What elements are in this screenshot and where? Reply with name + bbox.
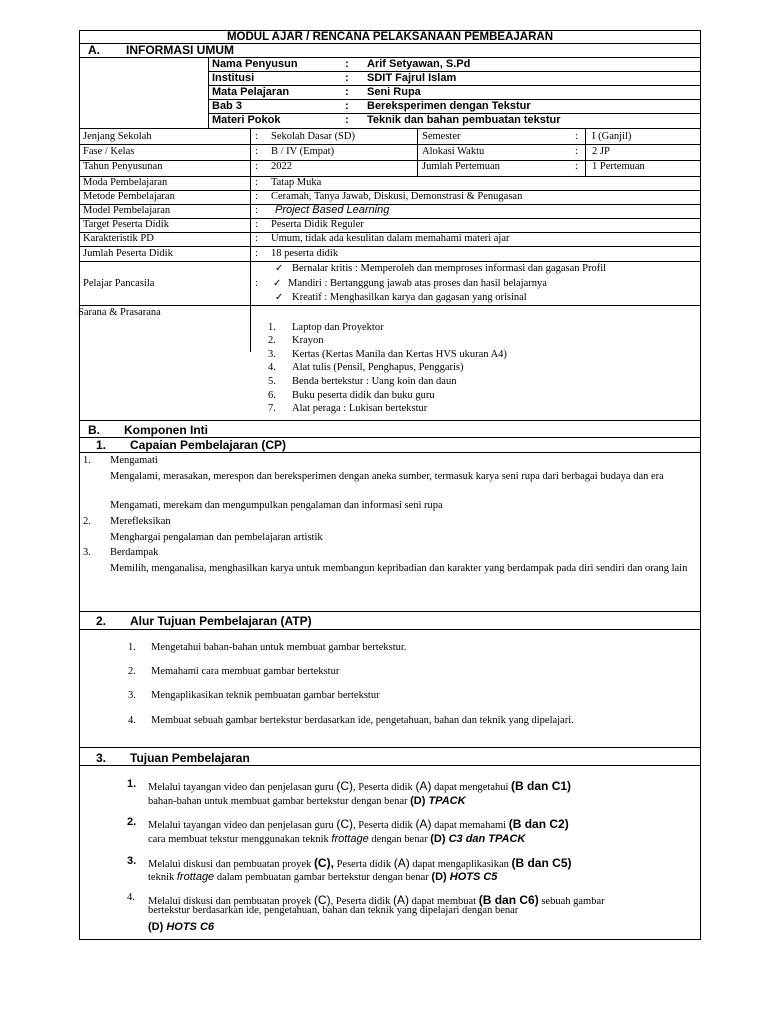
cp-item-heading: Berdampak <box>110 547 159 558</box>
sarana-item: Krayon <box>292 335 324 346</box>
cp-item-text: Mengalami, merasakan, merespon dan bereksperimen dengan aneka sumber, termasuk karya seni rupa dari berbagai budaya dan era <box>110 471 664 482</box>
tp-item-number: 3. <box>127 855 137 867</box>
tp-item-number: 1. <box>127 778 137 790</box>
cp-item-text: Menghargai pengalaman dan pembelajaran artistik <box>110 532 323 543</box>
row-colon: : <box>255 191 258 202</box>
info-colon: : <box>345 58 349 70</box>
tp-title: Tujuan Pembelajaran <box>130 751 250 765</box>
tp-item-number: 4. <box>127 892 135 903</box>
grid-value-tahun: 2022 <box>271 161 292 172</box>
section-b-number: B. <box>88 423 100 437</box>
info-label-bab: Bab 3 <box>212 100 242 112</box>
cp-item-text: Mengamati, merekam dan mengumpulkan pengalaman dan informasi seni rupa <box>110 500 443 511</box>
info-colon: : <box>345 86 349 98</box>
info-value-bab: Bereksperimen dengan Tekstur <box>367 100 531 112</box>
atp-title: Alur Tujuan Pembelajaran (ATP) <box>130 614 312 628</box>
row-label-model: Model Pembelajaran <box>83 205 171 216</box>
grid-colon: : <box>575 131 578 142</box>
sarana-item: Kertas (Kertas Manila dan Kertas HVS ukuran A4) <box>292 349 507 360</box>
row-value-jumlah: 18 peserta didik <box>271 248 339 259</box>
grid-label-fase: Fase / Kelas <box>83 146 135 157</box>
info-colon: : <box>345 100 349 112</box>
tp-item-number: 2. <box>127 816 137 828</box>
cp-title: Capaian Pembelajaran (CP) <box>130 438 287 452</box>
cp-item-number: 1. <box>83 455 91 466</box>
tp-number: 3. <box>96 751 107 765</box>
tp-item-line: Melalui tayangan video dan penjelasan guru (C), Peserta didik (A) dapat memahami (B dan C2) <box>148 817 569 831</box>
atp-item: Mengetahui bahan-bahan untuk membuat gambar bertekstur. <box>151 642 407 653</box>
document-title: MODUL AJAR / RENCANA PELAKSANAAN PEMBEAJARAN <box>226 31 554 43</box>
pancasila-item: Bernalar kritis : Memperoleh dan memproses informasi dan gagasan Profil <box>292 263 607 274</box>
atp-number: 2. <box>96 614 107 628</box>
grid-colon: : <box>255 161 258 172</box>
atp-item: Membuat sebuah gambar bertekstur berdasarkan ide, pengetahuan, bahan dan teknik yang dipelajari. <box>151 715 574 726</box>
cp-number: 1. <box>96 438 107 452</box>
row-value-target: Peserta Didik Reguler <box>271 219 364 230</box>
tp-item-line: cara membuat tekstur menggunakan teknik frottage dengan benar (D) C3 dan TPACK <box>148 833 526 845</box>
grid-value-pertemuan: 1 Pertemuan <box>592 161 645 172</box>
tp-item-line: Melalui diskusi dan pembuatan proyek (C), Peserta didik (A) dapat mengaplikasikan (B dan C5) <box>148 856 572 870</box>
info-value-institusi: SDIT Fajrul Islam <box>367 72 457 84</box>
tp-item-line: bertekstur berdasarkan ide, pengetahuan, bahan dan teknik yang dipelajari dengan benar <box>148 905 519 916</box>
sarana-item-number: 7. <box>268 403 276 414</box>
sarana-item-number: 6. <box>268 390 276 401</box>
grid-value-jenjang: Sekolah Dasar (SD) <box>271 131 355 142</box>
info-value-nama: Arif Setyawan, S.Pd <box>367 58 471 70</box>
row-colon: : <box>255 248 258 259</box>
row-colon: : <box>255 278 258 289</box>
atp-item-number: 1. <box>128 642 136 653</box>
sarana-item-number: 4. <box>268 362 276 373</box>
row-colon: : <box>255 205 258 216</box>
row-colon: : <box>255 233 258 244</box>
section-a-number: A. <box>88 43 100 57</box>
atp-item-number: 3. <box>128 690 136 701</box>
tp-item-line: teknik frottage dalam pembuatan gambar bertekstur dengan benar (D) HOTS C5 <box>148 871 498 883</box>
sarana-item: Alat tulis (Pensil, Penghapus, Penggaris) <box>292 362 464 373</box>
check-icon: ✓ <box>273 278 282 289</box>
row-label-karakteristik: Karakteristik PD <box>83 233 154 244</box>
sarana-item: Benda bertekstur : Uang koin dan daun <box>292 376 457 387</box>
sarana-item-number: 2. <box>268 335 276 346</box>
grid-colon: : <box>575 146 578 157</box>
grid-label-alokasi: Alokasi Waktu <box>422 146 485 157</box>
sarana-item-number: 5. <box>268 376 276 387</box>
sarana-item-number: 1. <box>268 322 276 333</box>
row-label-jumlah: Jumlah Peserta Didik <box>83 248 173 259</box>
cp-item-number: 2. <box>83 516 91 527</box>
sarana-item: Laptop dan Proyektor <box>292 322 384 333</box>
info-value-mapel: Seni Rupa <box>367 86 421 98</box>
row-value-moda: Tatap Muka <box>271 177 322 188</box>
tp-item-line: Melalui tayangan video dan penjelasan guru (C), Peserta didik (A) dapat mengetahui (B dan C1) <box>148 779 572 793</box>
grid-colon: : <box>575 161 578 172</box>
cp-item-text: Memilih, menganalisa, menghasilkan karya untuk membangun kepribadian dan karakter yang berdampak pada diri sendiri dan orang lain <box>110 563 688 574</box>
pancasila-item: Kreatif : Menghasilkan karya dan gagasan yang orisinal <box>292 292 527 303</box>
tp-item-line: (D) HOTS C6 <box>148 921 215 933</box>
row-value-metode: Ceramah, Tanya Jawab, Diskusi, Demonstrasi & Penugasan <box>271 191 523 202</box>
grid-value-fase: B / IV (Empat) <box>271 146 335 157</box>
info-label-mapel: Mata Pelajaran <box>212 86 290 98</box>
info-label-materi: Materi Pokok <box>212 114 281 126</box>
grid-value-semester: I (Ganjil) <box>592 131 632 142</box>
row-colon: : <box>255 219 258 230</box>
grid-label-semester: Semester <box>422 131 461 142</box>
row-label-metode: Metode Pembelajaran <box>83 191 175 202</box>
tp-item-line: Melalui diskusi dan pembuatan proyek (C), Peserta didik (A) dapat membuat (B dan C6) sebuah gambar <box>148 893 605 907</box>
tp-item-line: bahan-bahan untuk membuat gambar bertekstur dengan benar (D) TPACK <box>148 795 466 807</box>
row-colon: : <box>255 177 258 188</box>
sarana-label: Sarana & Prasarana <box>78 307 161 318</box>
section-a-title: INFORMASI UMUM <box>126 43 234 57</box>
row-value-model: Project Based Learning <box>275 204 390 216</box>
sarana-item: Alat peraga : Lukisan bertekstur <box>292 403 428 414</box>
cp-item-heading: Merefleksikan <box>110 516 171 527</box>
grid-label-pertemuan: Jumlah Pertemuan <box>422 161 500 172</box>
check-icon: ✓ <box>275 292 284 303</box>
cp-item-number: 3. <box>83 547 91 558</box>
row-label-pancasila: Pelajar Pancasila <box>83 278 155 289</box>
info-colon: : <box>345 72 349 84</box>
info-colon: : <box>345 114 349 126</box>
pancasila-item: Mandiri : Bertanggung jawab atas proses dan hasil belajarnya <box>288 278 547 289</box>
atp-item-number: 2. <box>128 666 136 677</box>
sarana-item: Buku peserta didik dan buku guru <box>292 390 435 401</box>
grid-colon: : <box>255 131 258 142</box>
grid-value-alokasi: 2 JP <box>592 146 610 157</box>
sarana-item-number: 3. <box>268 349 276 360</box>
row-label-target: Target Peserta Didik <box>83 219 169 230</box>
grid-label-tahun: Tahun Penyusunan <box>83 161 163 172</box>
section-b-title: Komponen Inti <box>124 423 208 437</box>
row-value-karakteristik: Umum, tidak ada kesulitan dalam memahami materi ajar <box>271 233 510 244</box>
atp-item-number: 4. <box>128 715 136 726</box>
grid-colon: : <box>255 146 258 157</box>
row-label-moda: Moda Pembelajaran <box>83 177 168 188</box>
info-label-nama: Nama Penyusun <box>212 58 298 70</box>
atp-item: Memahami cara membuat gambar bertekstur <box>151 666 340 677</box>
lesson-plan-page <box>79 30 701 940</box>
info-label-institusi: Institusi <box>212 72 255 84</box>
check-icon: ✓ <box>275 263 284 274</box>
info-value-materi: Teknik dan bahan pembuatan tekstur <box>367 114 561 126</box>
atp-item: Mengaplikasikan teknik pembuatan gambar bertekstur <box>151 690 380 701</box>
grid-label-jenjang: Jenjang Sekolah <box>83 131 152 142</box>
cp-item-heading: Mengamati <box>110 455 158 466</box>
